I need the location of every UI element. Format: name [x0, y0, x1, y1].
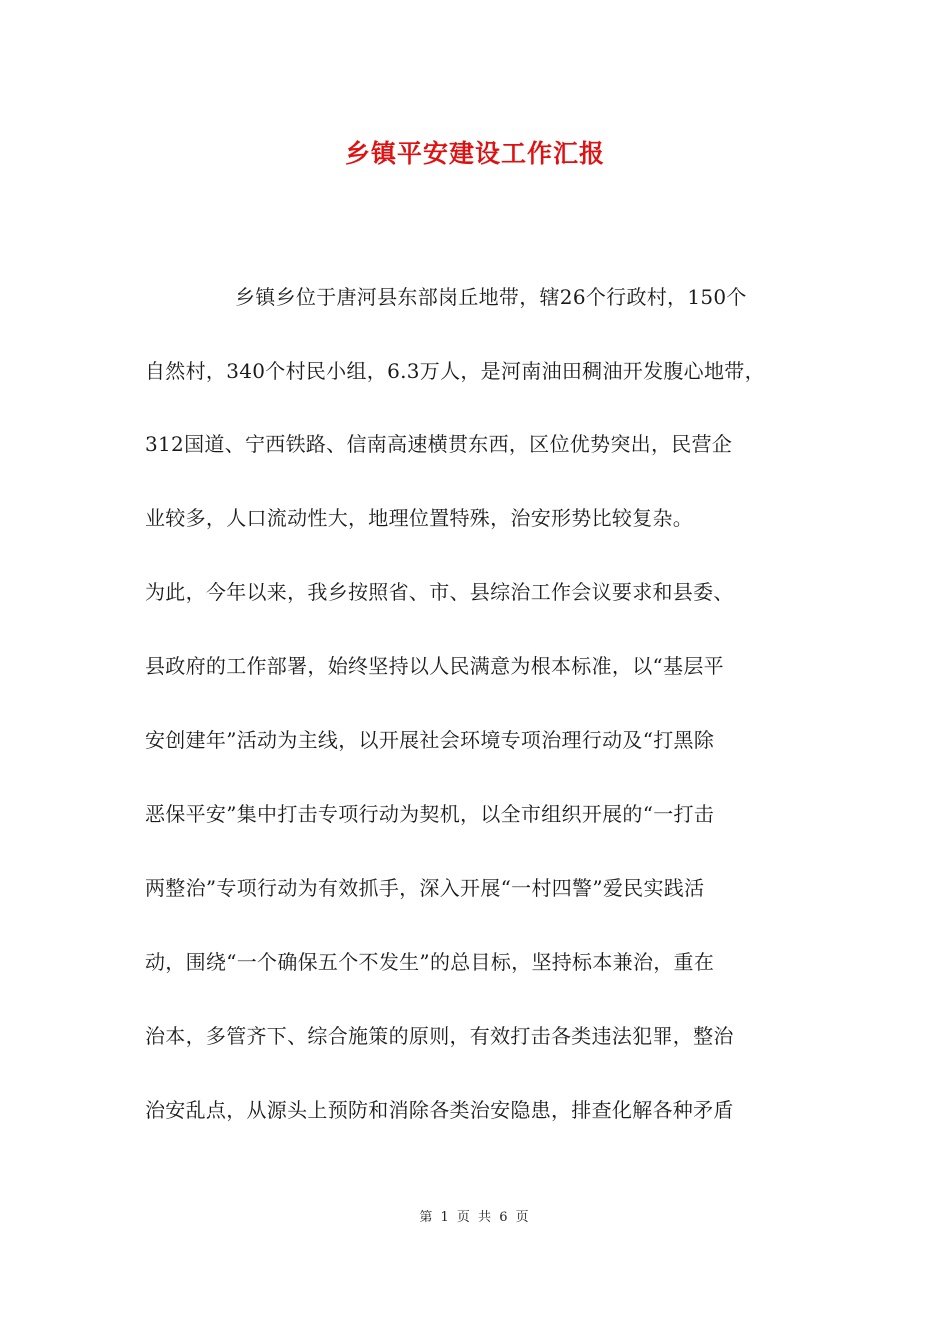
body-line: 为此，今年以来，我乡按照省、市、县综治工作会议要求和县委、 [145, 580, 734, 604]
body-line: 自然村，340个村民小组，6.3万人，是河南油田稠油开发腹心地带， [145, 359, 765, 383]
body-line: 业较多，人口流动性大，地理位置特殊，治安形势比较复杂。 [145, 506, 694, 530]
body-line: 安创建年”活动为主线，以开展社会环境专项治理行动及“打黑除 [145, 728, 715, 752]
body-line: 恶保平安”集中打击专项行动为契机，以全市组织开展的“一打击 [145, 802, 715, 826]
document-title: 乡镇平安建设工作汇报 [344, 139, 605, 168]
body-line: 治安乱点，从源头上预防和消除各类治安隐患，排查化解各种矛盾 [145, 1098, 734, 1122]
body-line: 动，围绕“一个确保五个不发生”的总目标，坚持标本兼治，重在 [145, 950, 715, 974]
body-line: 312国道、宁西铁路、信南高速横贯东西，区位优势突出，民营企 [145, 432, 733, 456]
page-number-footer: 第 1 页 共 6 页 [419, 1210, 531, 1225]
body-line: 县政府的工作部署，始终坚持以人民满意为根本标准，以“基层平 [145, 654, 724, 678]
body-line: 乡镇乡位于唐河县东部岗丘地带，辖26个行政村，150个 [235, 285, 747, 309]
body-line: 治本，多管齐下、综合施策的原则，有效打击各类违法犯罪，整治 [145, 1024, 734, 1048]
body-line: 两整治”专项行动为有效抓手，深入开展“一村四警”爱民实践活 [145, 876, 705, 900]
